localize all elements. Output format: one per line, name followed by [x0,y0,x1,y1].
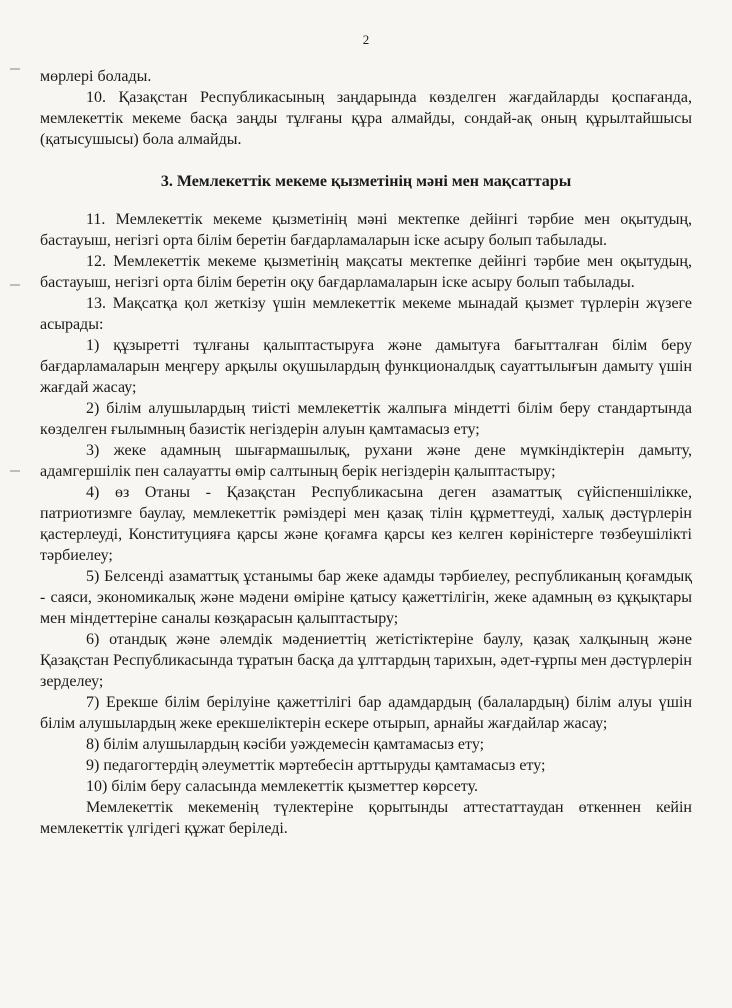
list-item-8: 8) білім алушылардың кәсіби уәждемесін қамтамасыз ету; [86,736,485,753]
page-number: 2 [362,32,370,47]
margin-mark [10,470,20,472]
list-item-10: 10) білім беру саласында мемлекеттік қызметтер көрсету. [86,778,478,795]
list-item-2: 2) білім алушылардың тиісті мемлекеттік жалпыға міндетті білім беру стандартында көзделген ғылымның базистік негіздерін алуын қамтамасыз ету; [40,400,692,438]
paragraph-continuation: мөрлері болады. [40,68,152,85]
paragraph-11: 11. Мемлекеттік мекеме қызметінің мәні мектепке дейінгі тәрбие мен оқытудың, бастауыш, негізгі орта білім беретін бағдарламаларын іске асыру болып табылады. [40,211,692,249]
list-item-3: 3) жеке адамның шығармашылық, рухани және дене мүмкіндіктерін дамыту, адамгершілік пен салауатты өмір салтының берік негіздерін қалыптастыру; [40,442,692,480]
list-item-9: 9) педагогтердің әлеуметтік мәртебесін арттыруды қамтамасыз ету; [86,757,546,774]
list-item-5: 5) Белсенді азаматтық ұстанымы бар жеке адамды тәрбиелеу, республиканың қоғамдық - саяси, экономикалық және мәдени өміріне қатысу қажеттілігін, жеке адамның өз құқықтары мен міндеттеріне саналы көзқарасын қалыптастыру; [40,568,692,627]
margin-mark [10,68,20,70]
paragraph-13: 13. Мақсатқа қол жеткізу үшін мемлекеттік мекеме мынадай қызмет түрлерін жүзеге асырады: [40,295,692,333]
section-title: 3. Мемлекеттік мекеме қызметінің мәні мен мақсаттары [160,173,572,190]
document-body [40,66,692,839]
paragraph-12: 12. Мемлекеттік мекеме қызметінің мақсаты мектепке дейінгі тәрбие мен оқытудың, бастауыш, негізгі орта білім беретін оқу бағдарламаларын іске асыру болып табылады. [40,253,692,291]
paragraph-10: 10. Қазақстан Республикасының заңдарында көзделген жағдайларды қоспағанда, мемлекеттік мекеме басқа заңды тұлғаны құра алмайды, сондай-ақ оның құрылтайшысы (қатысушысы) бола алмайды. [40,89,692,148]
list-item-4: 4) өз Отаны - Қазақстан Республикасына деген азаматтық сүйіспеншілікке, патриотизмге баулау, мемлекеттік рәміздері мен қазақ тілін құрметтеуді, халық дәстүрлерін қастерлеуді, Конституцияға қарсы және қоғамға қарсы кез келген көріністерге төзбеушілікті тәрбиелеу; [40,484,692,564]
closing-paragraph: Мемлекеттік мекеменің түлектеріне қорытынды аттестаттаудан өткеннен кейін мемлекеттік үлгідегі құжат беріледі. [40,799,692,837]
list-item-1: 1) құзыретті тұлғаны қалыптастыруға және дамытуға бағытталған білім беру бағдарламаларын меңгеру арқылы оқушылардың функционалдық сауаттылығын дамыту үшін жағдай жасау; [40,337,692,396]
list-item-7: 7) Ерекше білім берілуіне қажеттілігі бар адамдардың (балалардың) білім алуы үшін білім алушылардың жеке ерекшеліктерін ескере отырып, арнайы жағдайлар жасау; [40,694,692,732]
margin-mark [10,284,20,286]
list-item-6: 6) отандық және әлемдік мәдениеттің жетістіктеріне баулу, қазақ халқының және Қазақстан Республикасында тұратын басқа да ұлттардың тарихын, әдет-ғұрпы мен дәстүрлерін зерделеу; [40,631,692,690]
